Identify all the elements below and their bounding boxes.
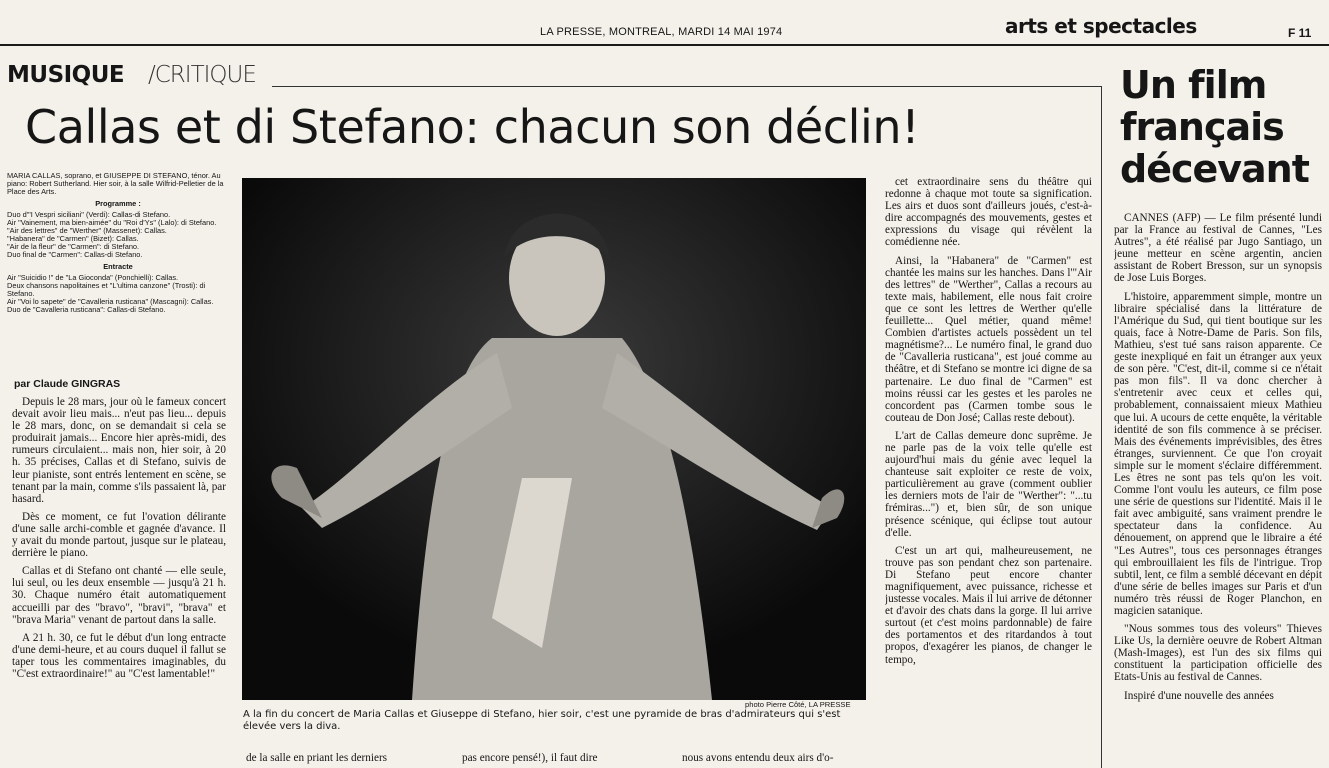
page-number: F 11: [1288, 26, 1312, 40]
section-title: arts et spectacles: [1005, 14, 1197, 38]
program-item: "Habanera" de "Carmen" (Bizet): Callas.: [7, 234, 139, 243]
article-paragraph: Depuis le 28 mars, jour où le fameux concert devait avoir lieu mais... n'eut pas lieu... depuis le 28 mars, donc, on se demandait si cela se produirait jamais... Encore hier après-midi, des rumeurs circulaient... mais non, hier soir, à 20 h. 35 précises, Callas et di Stefano, suivis de leur pianiste, sont entrés lentement en scène, se tenant par la main, comme s'ils passaient là, par hasard.: [12, 396, 226, 505]
kicker-critique: /CRITIQUE: [148, 62, 256, 88]
article-paragraph: Callas et di Stefano ont chanté — elle seule, lui seul, ou les deux ensemble — jusqu'à 21 h. 30. Chaque numéro était automatiquement accueilli par des "bravo", "bravi", "brava" et "brava Maria" venant de partout dans la salle.: [12, 565, 226, 626]
kicker-rule: [272, 86, 1102, 87]
article-fragment: pas encore pensé!), il faut dire: [462, 752, 598, 764]
sidebar-paragraph: Inspiré d'une nouvelle des années: [1124, 689, 1274, 702]
kicker-music: MUSIQUE: [7, 62, 125, 88]
sidebar-paragraph: L'histoire, apparemment simple, montre un libraire spécialisé dans la littérature de l'Amérique du Sud, qui tient boutique sur les quais, face à Notre-Dame de Paris. Son fils, Mathieu, s'est tué sans raison apparente. Ce geste inexpliqué en fait un étranger aux yeux de son père. "C'est, dit-il, comme si ce n'était pas mon fils". Il va donc chercher à s'entretenir avec ceux et celles qui, probablement, connaissaient mieux Mathieu que lui. A ucours de cette enquête, la véritable identité de son fils commence à se préciser. Mais des événements imprévisibles, des êtres étranges, surviennent. Ce que l'on croyait simple sur le moment s'éclaire différemment. Les êtres ne sont pas tels qu'on les voit. Comme l'ont voulu les auteurs, ce film pose une série de questions sur l'identité. Mais il le fait avec ambiguité, sans vraiment prendre le spectateur dans la confidence. Au dénouement, on apprend que le libraire a été "Les Autres", tous ces personnages étranges qui embrouillaient les fils de l'intrigue. Trop subtil, lent, ce film a semblé décevant en dépit d'une série de belles images sur Paris et d'un numéro très réussi de Roger Planchon, en magicien satanique.: [1114, 290, 1322, 617]
program-item: Deux chansons napolitaines et "L'ultima canzone" (Trosti): di Stefano.: [7, 281, 206, 298]
program-item: Duo final de "Carmen": Callas-di Stefano.: [7, 250, 143, 259]
program-item: "Air de la fleur" de "Carmen": di Stefano.: [7, 242, 140, 251]
article-paragraph: A 21 h. 30, ce fut le début d'un long entracte d'une demi-heure, et au cours duquel il fallut se taper tous les commentaires imaginables, du "C'est extraordinaire!" au "C'est lamentable!": [12, 631, 226, 680]
article-paragraph: Ainsi, la "Habanera" de "Carmen" est chantée les mains sur les hanches. Dans l'"Air des lettres" de "Werther", Callas a recours au texte mais, habilement, elle nous fait croire que ce sont les lettres de Werther qu'elle feuillette... Quel métier, quand même! Combien d'artistes actuels possèdent un tel magnétisme?... Le numéro final, le grand duo de "Cavalleria rusticana", est joué comme au théâtre, et di Stefano se montre ici digne de sa partenaire. Le duo final de "Carmen" est moins réussi car les gestes et les paroles ne concordent pas (Carmen tombe sous le couteau de Don José; Callas reste debout).: [885, 254, 1092, 424]
article-paragraph: cet extraordinaire sens du théâtre qui redonne à chaque mot toute sa signification. Les airs et duos sont d'ailleurs joués, c'est-à-dire accompagnés des mouvements, gestes et expressions du visage qui révèlent la comédienne née.: [885, 176, 1092, 249]
article-fragment: nous avons entendu deux airs d'o-: [682, 752, 834, 764]
intermission-heading: Entracte: [103, 262, 133, 271]
program-item: "Air des lettres" de "Werther" (Massenet): Callas.: [7, 226, 167, 235]
credits-intro: MARIA CALLAS, soprano, et GIUSEPPE DI STEFANO, ténor. Au piano: Robert Sutherland. Hier soir, à la salle Wilfrid-Pelletier de la Place des Arts.: [7, 171, 224, 196]
article-paragraph: C'est un art qui, malheureusement, ne trouve pas son pendant chez son partenaire. Di Stefano peut encore chanter magnifiquement, avec puissance, richesse et justesse vocales. Mais il lui arrive de détonner et d'avoir des chats dans la gorge. Il lui arrive surtout (et c'est moins pardonnable) de faire des portamentos et des ritardandos à tout propos, d'exagérer les pianos, de changer le tempo,: [885, 544, 1092, 666]
callas-bow-illustration: [242, 178, 866, 700]
program-item: Air "Suicidio !" de "La Gioconda" (Ponchielli): Callas.: [7, 273, 179, 282]
concert-credits: [7, 172, 229, 314]
sidebar-headline: Un film français décevant: [1120, 63, 1309, 191]
program-item: Air "Voi lo sapete" de "Cavalleria rusticana" (Mascagni): Callas.: [7, 297, 214, 306]
masthead: LA PRESSE, MONTREAL, MARDI 14 MAI 1974: [540, 26, 783, 38]
article-paragraph: Dès ce moment, ce fut l'ovation délirante d'une salle archi-comble et gagnée d'avance. Il y avait du monde partout, jusque sur le plateau, derrière le piano.: [12, 510, 226, 560]
byline: par Claude GINGRAS: [14, 378, 121, 390]
program-heading: Programme :: [95, 199, 141, 208]
sidebar-column: [1114, 212, 1322, 768]
concert-photo: [242, 178, 866, 700]
article-paragraph: L'art de Callas demeure donc suprême. Je ne parle pas de la voix telle qu'elle est aujourd'hui mais du génie avec lequel la chanteuse sait exploiter ce reste de voix, particulièrement au grave (comment oublier les derniers mots de l'air de "Werther": "...tu frémiras...") et, bien sûr, de son unique présence scénique, qui éclipse tout autour d'elle.: [885, 429, 1092, 539]
article-column-2: [885, 176, 1092, 768]
header-rule: [0, 44, 1329, 46]
column-divider: [1101, 86, 1102, 768]
program-item: Air "Vainement, ma bien-aimée" du "Roi d'Ys" (Lalo): di Stefano.: [7, 218, 217, 227]
photo-caption: A la fin du concert de Maria Callas et Giuseppe di Stefano, hier soir, c'est une pyramide de bras d'admirateurs qui s'est élevée vers la diva.: [243, 709, 841, 732]
article-fragment: de la salle en priant les derniers: [246, 752, 388, 764]
headline: Callas et di Stefano: chacun son déclin!: [25, 100, 920, 154]
program-item: Duo d'"I Vespri siciliani" (Verdi): Callas-di Stefano.: [7, 210, 171, 219]
program-item: Duo de "Cavalleria rusticana": Callas-di Stefano.: [7, 305, 166, 314]
article-column-1: [12, 396, 226, 768]
photo-credit: photo Pierre Côté, LA PRESSE: [745, 700, 851, 709]
sidebar-paragraph: "Nous sommes tous des voleurs" Thieves Like Us, la dernière oeuvre de Robert Altman (Mash-Images), est l'un des six films qui constituent la participation officielle des Etats-Unis au festival de Cannes.: [1114, 623, 1322, 684]
sidebar-paragraph: CANNES (AFP) — Le film présenté lundi par la France au festival de Cannes, "Les Autres", a été réalisé par Jugo Santiago, un jeune metteur en scène argentin, ancien assistant de Robert Bresson, sur un synopsis de Jose Luis Borges.: [1114, 212, 1322, 285]
